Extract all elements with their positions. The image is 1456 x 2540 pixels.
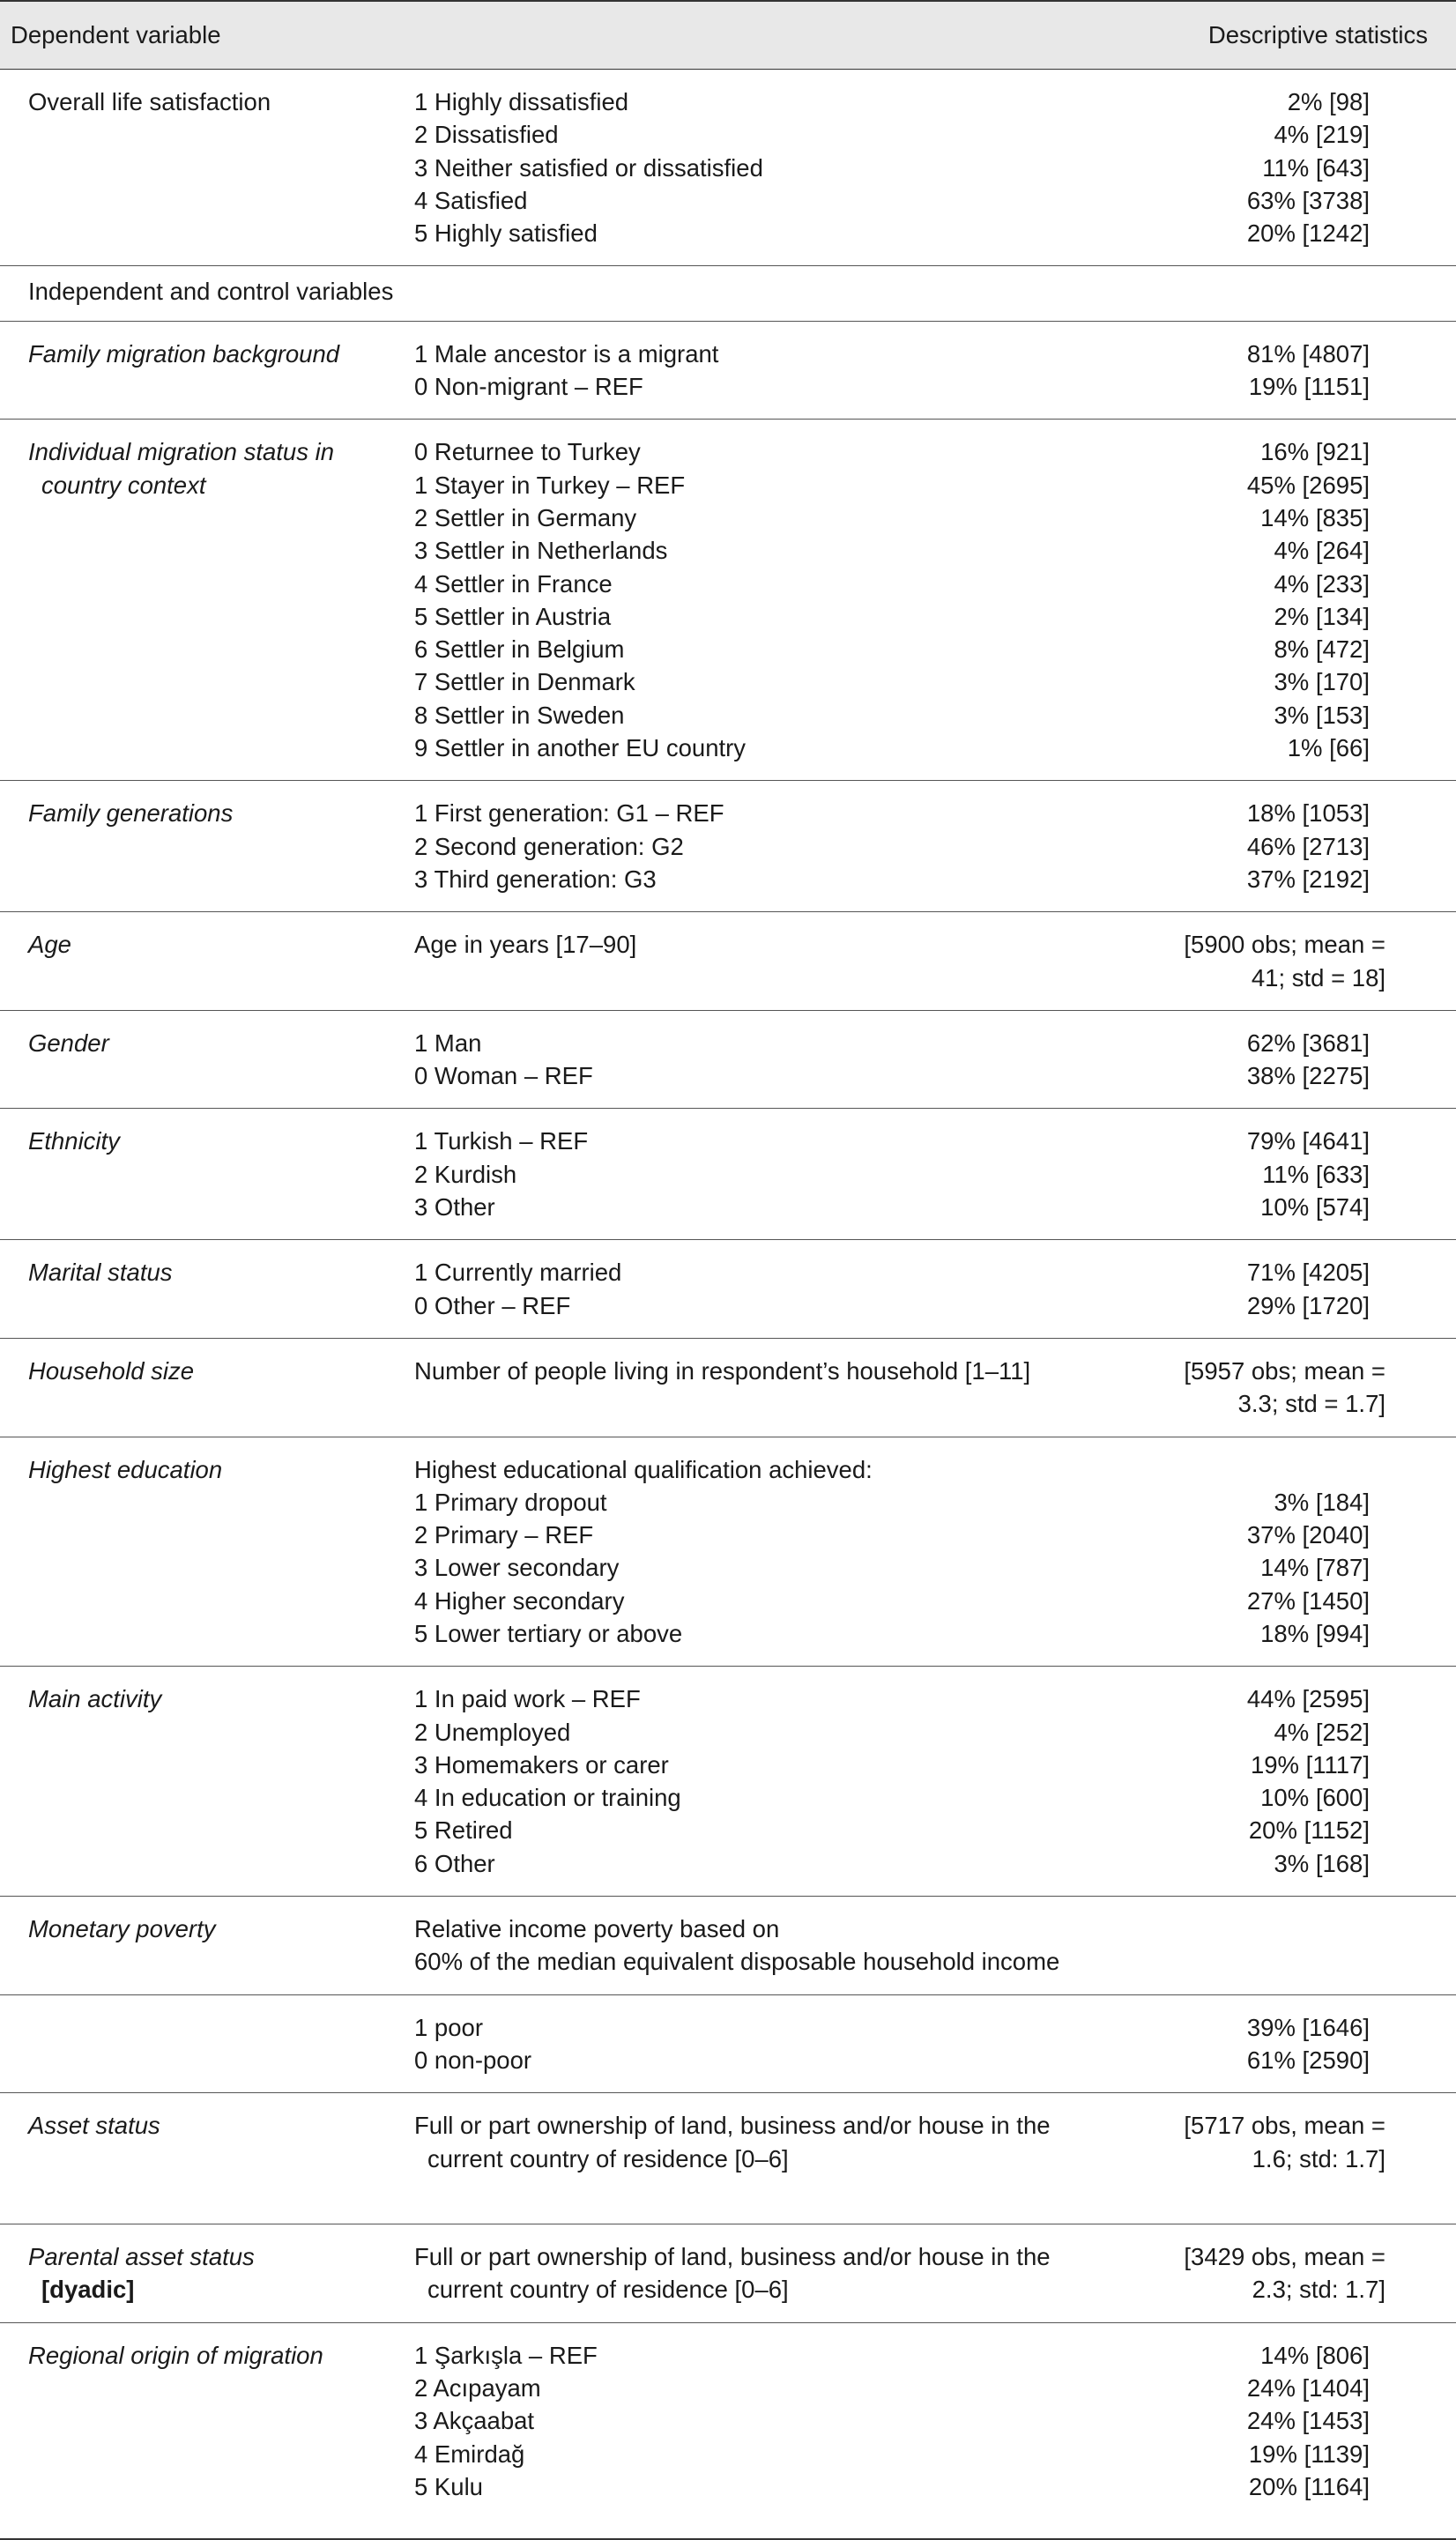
table-row [0,781,1456,912]
description-cell [388,2224,1150,2323]
statistic-value: 39% [1646] [1246,2013,1370,2041]
statistics-cell [1150,70,1456,266]
variable-cell [0,912,388,1011]
statistic-value: 81% [4807] [1246,339,1370,368]
variable-name: Age [28,931,71,959]
description-line: 4 In education or training [414,1784,681,1812]
description-cell [388,2322,1150,2539]
description-line: 1 First generation: G1 – REF [414,799,724,828]
table-row [0,1338,1456,1437]
description-line: 5 Settler in Austria [414,602,612,630]
description-line: 5 Kulu [414,2472,483,2500]
variable-name: Asset status [28,2112,160,2140]
description-line: 3 Homemakers or carer [414,1750,669,1779]
statistics-cell [1150,912,1456,1011]
statistic-value: 63% [3738] [1246,186,1370,214]
description-cell [388,321,1150,420]
table-row [0,420,1456,781]
description-line: 3 Neither satisfied or dissatisfied [414,153,763,182]
statistic-value: 4% [252] [1274,1718,1370,1746]
statistic-value: 44% [2595] [1246,1685,1370,1713]
description-line: 3 Third generation: G3 [414,865,657,893]
statistic-value: 20% [1164] [1248,2472,1370,2500]
description-line: 4 Settler in France [414,569,613,598]
description-line: 9 Settler in another EU country [414,734,747,762]
variable-cell [0,1437,388,1667]
description-line: current country of residence [0–6] [427,2144,789,2172]
statistics-cell [1150,1109,1456,1240]
table-row [0,2224,1456,2323]
variable-name: Family migration background [28,339,340,368]
variable-name: Gender [28,1029,109,1057]
table-row [0,2322,1456,2539]
statistic-value: 62% [3681] [1246,1029,1370,1057]
header-descriptive-statistics: Descriptive statistics [1150,1,1456,70]
table-row [0,1437,1456,1667]
variable-cell [0,1010,388,1109]
variable-cell [0,321,388,420]
header-blank [388,1,1150,70]
statistic-value: 1% [66] [1287,734,1370,762]
description-cell [388,1109,1150,1240]
section-label: Independent and control variables [0,266,1456,321]
description-line: 0 Non-migrant – REF [414,373,643,401]
statistic-value: 10% [600] [1260,1784,1370,1812]
statistics-cell [1150,420,1456,781]
description-line: Highest educational qualification achieved: [414,1455,873,1483]
description-line: 0 Woman – REF [414,1062,593,1090]
statistics-cell [1150,1338,1456,1437]
statistic-value: 45% [2695] [1246,471,1370,499]
statistic-value: 16% [921] [1260,438,1370,466]
variable-cell [0,2224,388,2323]
variable-name: [dyadic] [41,2276,135,2304]
variable-cell [0,781,388,912]
variable-name: country context [41,471,206,499]
description-line: 6 Other [414,1849,495,1877]
table-body [0,70,1456,2540]
statistics-cell [1150,1897,1456,1995]
description-line: 1 Primary dropout [414,1488,607,1516]
statistic-value: 11% [643] [1262,153,1370,182]
description-line: Age in years [17–90] [414,931,637,959]
description-line: 3 Lower secondary [414,1554,620,1582]
description-line: Number of people living in respondent’s household [1–11] [414,1356,1031,1385]
statistic-value: 37% [2040] [1246,1521,1370,1549]
description-cell [388,1994,1150,2093]
description-line: 4 Higher secondary [414,1586,625,1615]
statistic-value: 1.6; std: 1.7] [1252,2144,1385,2172]
description-line: 6 Settler in Belgium [414,635,625,664]
description-line: 5 Lower tertiary or above [414,1619,683,1647]
statistics-cell [1150,2322,1456,2539]
statistic-value: 2% [134] [1274,602,1370,630]
statistic-value: 24% [1404] [1246,2374,1370,2403]
description-line: current country of residence [0–6] [427,2276,789,2304]
statistic-value: 4% [233] [1274,569,1370,598]
description-line: 2 Kurdish [414,1160,517,1188]
description-line: 2 Primary – REF [414,1521,594,1549]
description-line: 60% of the median equivalent disposable household income [414,1948,1060,1976]
description-cell [388,781,1150,912]
variable-name: Household size [28,1356,195,1385]
statistics-cell [1150,321,1456,420]
header-dependent-variable: Dependent variable [0,1,388,70]
statistic-value: [3429 obs, mean = [1184,2243,1385,2271]
description-line: 2 Second generation: G2 [414,832,684,860]
statistic-value: 10% [574] [1260,1193,1370,1222]
description-line: 1 In paid work – REF [414,1685,641,1713]
description-line: 3 Akçaabat [414,2407,535,2435]
statistic-value: 27% [1450] [1246,1586,1370,1615]
description-line: 1 Highly dissatisfied [414,88,629,115]
description-line: 5 Retired [414,1816,513,1845]
description-cell [388,1240,1150,1339]
description-line: 1 Man [414,1029,482,1057]
description-line: 7 Settler in Denmark [414,668,635,696]
statistic-value: [5900 obs; mean = [1184,931,1385,959]
description-line: 2 Acıpayam [414,2374,541,2403]
statistic-value: 71% [4205] [1246,1259,1370,1287]
description-line: 1 poor [414,2013,483,2041]
statistic-value: 14% [787] [1260,1554,1370,1582]
statistic-value [1150,1453,1370,1486]
statistic-value: 4% [264] [1274,537,1370,565]
description-cell [388,1667,1150,1897]
table-row [0,1109,1456,1240]
table-row [0,1897,1456,1995]
statistics-cell [1150,1667,1456,1897]
statistic-value: 29% [1720] [1246,1291,1370,1319]
variable-name: Individual migration status in [28,438,334,466]
description-line: 2 Dissatisfied [414,121,559,149]
statistics-cell [1150,1240,1456,1339]
description-line: 5 Highly satisfied [414,219,598,248]
statistic-value: 14% [806] [1260,2341,1370,2369]
description-line: 1 Male ancestor is a migrant [414,339,719,368]
description-cell [388,1338,1150,1437]
table-row [0,321,1456,420]
description-cell [388,70,1150,266]
variable-cell [0,2322,388,2539]
description-cell [388,420,1150,781]
statistics-cell [1150,2224,1456,2323]
table-row [0,912,1456,1011]
description-line: 4 Emirdağ [414,2440,525,2468]
statistic-value: 38% [2275] [1246,1062,1370,1090]
table-row [0,1010,1456,1109]
variable-name: Monetary poverty [28,1915,216,1943]
statistic-value: 8% [472] [1274,635,1370,664]
statistic-value: 61% [2590] [1246,2046,1370,2074]
variable-name: Ethnicity [28,1127,120,1155]
section-row [0,266,1456,321]
description-line: 0 non-poor [414,2046,532,2074]
description-line: 1 Stayer in Turkey – REF [414,471,686,499]
row-spacer [414,2175,1150,2208]
variable-cell [0,1994,388,2093]
variable-name: Overall life satisfaction [28,88,271,115]
statistic-value: 19% [1151] [1248,373,1370,401]
description-cell [388,2093,1150,2224]
table-row [0,1240,1456,1339]
variable-name: Main activity [28,1685,162,1713]
description-line: 1 Currently married [414,1259,622,1287]
description-line: Relative income poverty based on [414,1915,780,1943]
variable-cell [0,1667,388,1897]
statistic-value: 3% [153] [1274,701,1370,729]
statistics-cell [1150,1994,1456,2093]
statistic-value: [5717 obs, mean = [1184,2112,1385,2140]
description-line: Full or part ownership of land, business and/or house in the [414,2243,1051,2271]
description-line: 0 Other – REF [414,1291,571,1319]
statistic-value: 20% [1152] [1248,1816,1370,1845]
statistic-value: 11% [633] [1262,1160,1370,1188]
description-line: 3 Other [414,1193,495,1222]
statistic-value: 2.3; std: 1.7] [1252,2276,1385,2304]
table-row [0,70,1456,266]
statistic-value: 46% [2713] [1246,832,1370,860]
description-line: Full or part ownership of land, business and/or house in the [414,2112,1051,2140]
table-row [0,2093,1456,2224]
variable-cell [0,1338,388,1437]
table-header [0,1,1456,70]
statistic-value: 3% [168] [1274,1849,1370,1877]
variable-cell [0,1897,388,1995]
statistic-value: 18% [1053] [1246,799,1370,828]
statistic-value: 2% [98] [1287,88,1370,115]
statistic-value: 14% [835] [1260,503,1370,531]
variable-cell [0,2093,388,2224]
variable-name: Marital status [28,1259,173,1287]
table-row [0,1994,1456,2093]
statistics-cell [1150,1010,1456,1109]
variable-name: Family generations [28,799,234,828]
statistics-cell [1150,781,1456,912]
description-line: 2 Settler in Germany [414,503,637,531]
statistics-cell [1150,1437,1456,1667]
statistic-value: 18% [994] [1260,1619,1370,1647]
table-row [0,1667,1456,1897]
variable-name: Parental asset status [28,2243,255,2271]
statistic-value: 41; std = 18] [1251,963,1385,991]
statistic-value: 24% [1453] [1246,2407,1370,2435]
statistics-cell [1150,2093,1456,2224]
statistic-value: 37% [2192] [1246,865,1370,893]
description-line: 1 Şarkışla – REF [414,2341,598,2369]
description-line: 1 Turkish – REF [414,1127,589,1155]
statistic-value: 19% [1117] [1250,1750,1370,1779]
description-cell [388,912,1150,1011]
variable-name: Highest education [28,1455,223,1483]
statistic-value: 3.3; std = 1.7] [1237,1390,1385,1418]
description-cell [388,1897,1150,1995]
description-line: 2 Unemployed [414,1718,571,1746]
statistic-value: [5957 obs; mean = [1184,1356,1385,1385]
description-line: 0 Returnee to Turkey [414,438,641,466]
statistic-value: 3% [184] [1274,1488,1370,1516]
statistic-value: 4% [219] [1274,121,1370,149]
variable-cell [0,70,388,266]
variable-cell [0,1109,388,1240]
variable-cell [0,420,388,781]
statistic-value: 79% [4641] [1246,1127,1370,1155]
description-line: 3 Settler in Netherlands [414,537,668,565]
variable-name: Regional origin of migration [28,2341,323,2369]
description-cell [388,1437,1150,1667]
description-line: 4 Satisfied [414,186,528,214]
description-line: 8 Settler in Sweden [414,701,625,729]
statistic-value: 3% [170] [1274,668,1370,696]
statistic-value: 19% [1139] [1248,2440,1370,2468]
variable-cell [0,1240,388,1339]
description-cell [388,1010,1150,1109]
statistic-value: 20% [1242] [1246,219,1370,248]
